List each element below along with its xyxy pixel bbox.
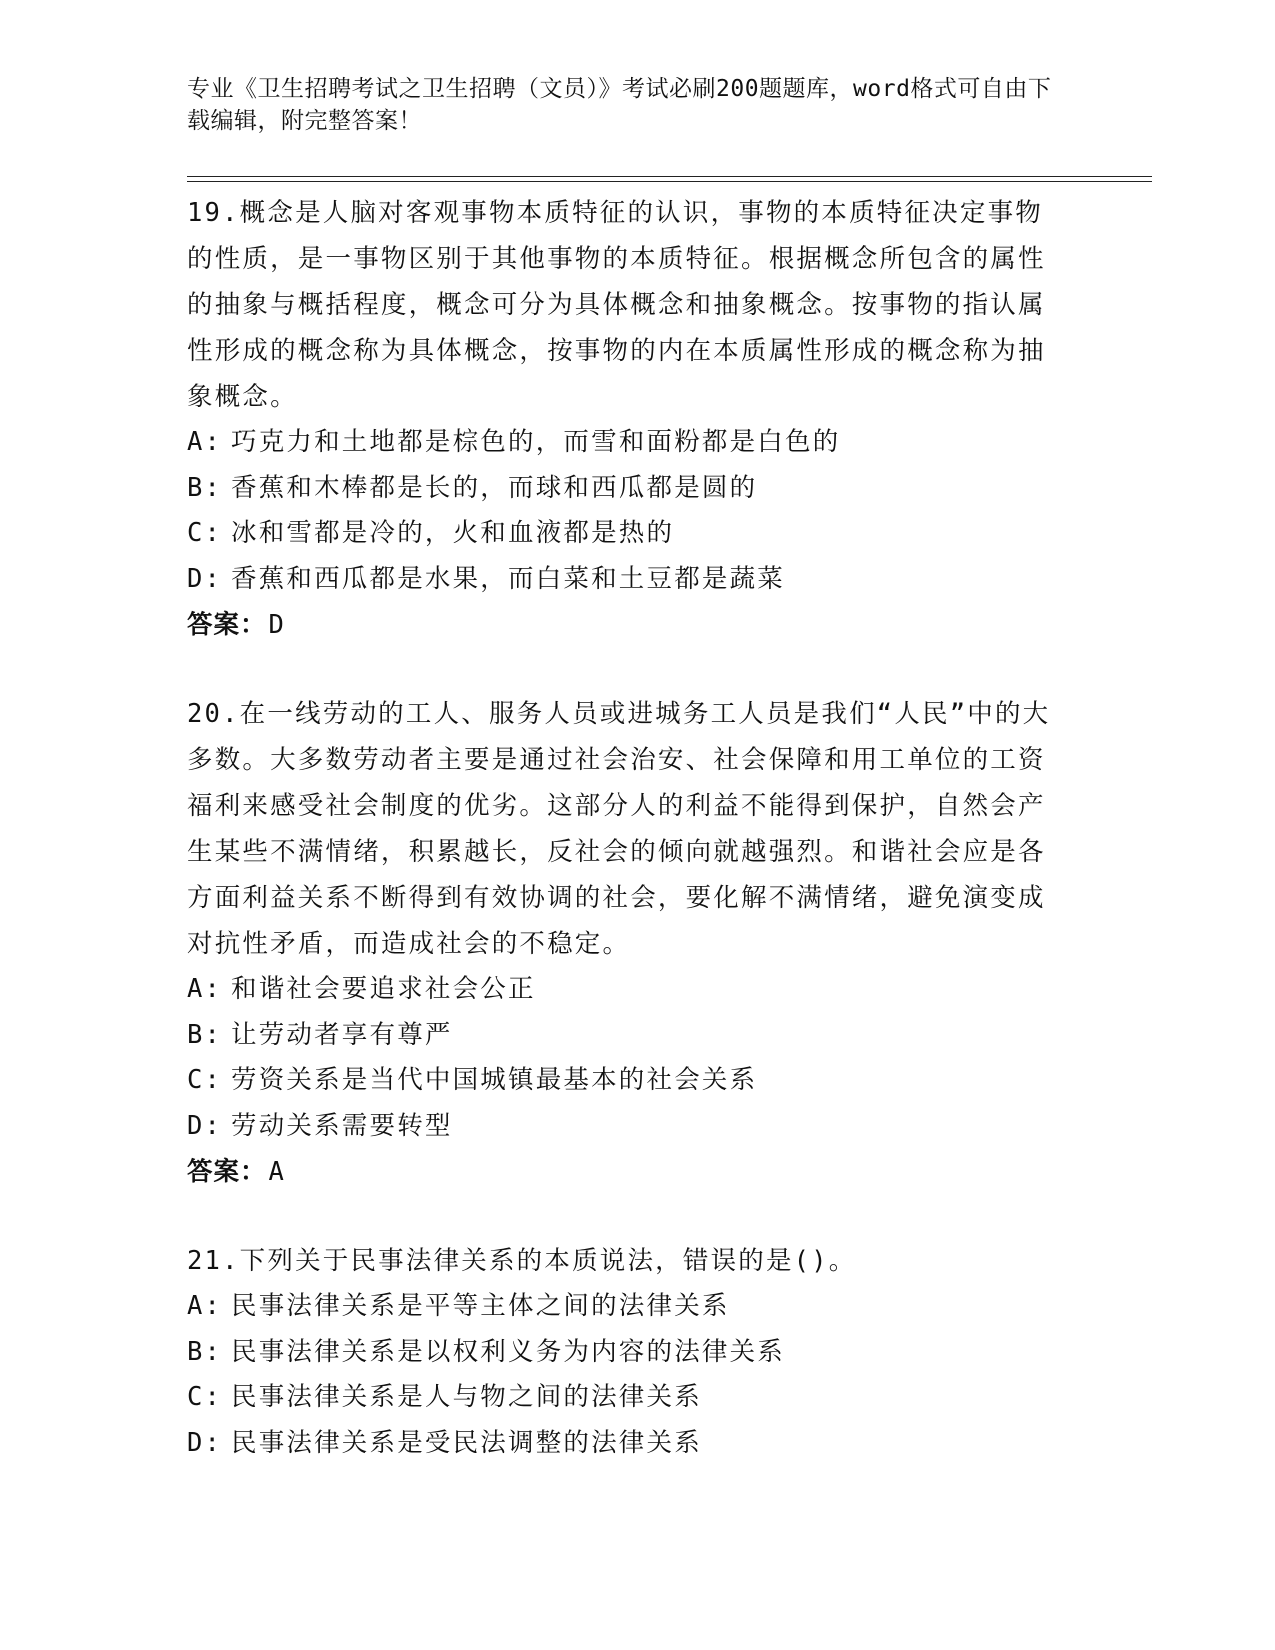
- option-text: 让劳动者享有尊严: [231, 1019, 453, 1050]
- option-letter: D:: [187, 1110, 223, 1141]
- option-text: 和谐社会要追求社会公正: [231, 974, 536, 1004]
- question-list: [187, 190, 1067, 1509]
- answer-value: D: [268, 610, 285, 640]
- question-19: [187, 190, 1067, 648]
- option-b: [187, 1330, 1067, 1376]
- option-text: 劳动关系需要转型: [231, 1110, 453, 1141]
- option-letter: D:: [187, 563, 223, 594]
- option-letter: C:: [187, 1382, 223, 1412]
- option-a: [187, 420, 1067, 466]
- document-header: 专业《卫生招聘考试之卫生招聘（文员）》考试必刷200题题库，word格式可自由下载编辑，附完整答案！: [187, 76, 1052, 134]
- option-c: [187, 1375, 1067, 1421]
- option-text: 巧克力和土地都是棕色的，而雪和面粉都是白色的: [231, 427, 841, 457]
- option-d: [187, 557, 1067, 603]
- option-letter: B:: [187, 1336, 223, 1367]
- option-letter: B:: [187, 1019, 223, 1050]
- question-text: 下列关于民事法律关系的本质说法，错误的是()。: [239, 1246, 857, 1276]
- question-text: 概念是人脑对客观事物本质特征的认识，事物的本质特征决定事物的性质，是一事物区别于其他事物的本质特征。根据概念所包含的属性的抽象与概括程度，概念可分为具体概念和抽象概念。按事物的指认属性形成的概念称为具体概念，按事物的内在本质属性形成的概念称为抽象概念。: [187, 198, 1046, 412]
- option-letter: A:: [187, 1291, 223, 1321]
- option-letter: C:: [187, 518, 223, 548]
- option-d: [187, 1104, 1067, 1150]
- question-number: 21.: [187, 1246, 240, 1276]
- option-text: 民事法律关系是人与物之间的法律关系: [231, 1382, 702, 1412]
- answer-value: A: [268, 1157, 285, 1187]
- option-text: 劳资关系是当代中国城镇最基本的社会关系: [231, 1065, 758, 1095]
- option-text: 民事法律关系是受民法调整的法律关系: [231, 1427, 702, 1458]
- option-letter: A:: [187, 427, 223, 457]
- question-stem: [187, 691, 1067, 967]
- option-c: [187, 511, 1067, 557]
- option-letter: C:: [187, 1065, 223, 1095]
- option-text: 香蕉和西瓜都是水果，而白菜和土豆都是蔬菜: [231, 563, 786, 594]
- answer-line: [187, 1149, 1067, 1195]
- option-text: 民事法律关系是平等主体之间的法律关系: [231, 1291, 730, 1321]
- question-stem: [187, 190, 1067, 420]
- option-text: 香蕉和木棒都是长的，而球和西瓜都是圆的: [231, 472, 758, 503]
- option-letter: B:: [187, 472, 223, 503]
- question-text: 在一线劳动的工人、服务人员或进城务工人员是我们“人民”中的大多数。大多数劳动者主要是通过社会治安、社会保障和用工单位的工资福利来感受社会制度的优劣。这部分人的利益不能得到保护，自然会产生某些不满情绪，积累越长，反社会的倾向就越强烈。和谐社会应是各方面利益关系不断得到有效协调的社会，要化解不满情绪，避免演变成对抗性矛盾，而造成社会的不稳定。: [187, 699, 1051, 959]
- question-21: [187, 1238, 1067, 1466]
- option-d: [187, 1421, 1067, 1467]
- option-b: [187, 466, 1067, 512]
- answer-line: [187, 602, 1067, 648]
- option-text: 民事法律关系是以权利义务为内容的法律关系: [231, 1336, 786, 1367]
- option-a: [187, 1284, 1067, 1330]
- option-b: [187, 1013, 1067, 1059]
- header-divider-top: [187, 176, 1152, 177]
- option-c: [187, 1058, 1067, 1104]
- question-number: 19.: [187, 198, 240, 228]
- answer-label: 答案：: [187, 1157, 267, 1187]
- option-a: [187, 967, 1067, 1013]
- question-20: [187, 691, 1067, 1195]
- option-text: 冰和雪都是冷的，火和血液都是热的: [231, 518, 675, 548]
- option-letter: A:: [187, 974, 223, 1004]
- question-number: 20.: [187, 699, 240, 729]
- answer-label: 答案：: [187, 610, 267, 640]
- question-stem: [187, 1238, 1067, 1284]
- option-letter: D:: [187, 1427, 223, 1458]
- header-divider-bottom: [187, 181, 1152, 182]
